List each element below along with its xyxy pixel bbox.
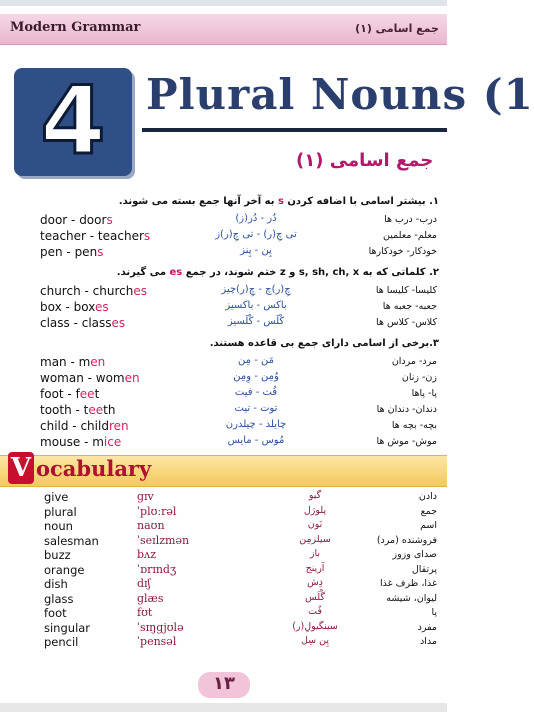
vocab-ipa: dɪʃ [137,577,151,590]
persian-meaning: موش- موش ها [376,436,437,447]
chapter-badge [14,68,132,176]
vocab-word: foot [44,606,67,620]
example-english [40,387,99,401]
example-english [40,435,121,449]
example-row [0,403,447,419]
singular-plural: foot - f [40,387,80,401]
singular-plural: tooth - t [40,403,89,417]
vocab-ipa: bʌz [137,548,157,561]
example-english [40,403,115,417]
vocab-word: glass [44,591,74,606]
example-row [0,371,447,387]
vocab-pronunciation: آرینج [305,562,325,574]
vocabulary-row [0,505,447,519]
vocabulary-row [0,519,447,533]
example-english [40,300,109,314]
vocab-pronunciation: سیلزمِن [299,533,331,545]
title-underline [142,128,447,132]
plural-suffix: ren [108,419,129,433]
rule-2 [117,267,439,278]
example-english [40,316,125,330]
persian-meaning: کلیسا- کلیسا ها [375,285,437,296]
vocab-word: give [44,490,69,504]
vocab-meaning: صدای وزوز [392,549,437,560]
plural-ending: th [103,403,116,417]
vocab-word: dish [44,577,68,591]
chapter-title-fa: جمع اسامی (۱) [296,150,434,171]
persian-meaning: بچه- بچه ها [391,420,437,431]
vocab-meaning: جمع [420,505,437,517]
pronunciation: دُر - دُر(ز) [235,213,277,224]
singular-plural: man - m [40,355,91,369]
example-row [0,435,447,451]
persian-meaning: خودکار- خودکارها [368,246,437,257]
rule-2-text: ۲. کلماتی که به s, sh, ch, x و z ختم شوند، در جمع [182,267,439,278]
pronunciation: وُمِن - وِمِن [233,371,279,382]
plural-suffix: es [111,316,126,330]
pronunciation: مُوس - مایس [227,435,285,446]
pronunciation: چِ(ر)چ - چِ(ر)چیز [221,284,291,295]
plural-suffix: s [143,229,151,243]
book-title: Modern Grammar [10,20,141,35]
vocab-meaning: فروشنده (مرد) [376,534,437,546]
rule-2-highlight: es [169,267,183,278]
example-row [0,213,447,229]
page-number: ۱۳ [213,673,235,694]
plural-ending: t [94,387,100,401]
vocab-pronunciation: فُت [308,606,322,617]
persian-meaning: دندان- دندان ها [376,404,437,415]
rule-1-text: ۱. بیشتر اسامی با اضافه کردن [283,196,439,207]
vocab-ipa: gɪv [137,490,154,503]
rule-2-text-end: می گیرند. [116,267,170,278]
vocabulary-row [0,606,447,620]
plural-suffix: s [97,245,104,259]
persian-meaning: زن- زنان [401,372,437,383]
top-border [0,0,447,6]
example-english [40,419,129,433]
vocab-word: pencil [44,635,79,649]
vocabulary-row [0,563,447,577]
vocab-pronunciation: نَون [307,519,323,530]
example-english [40,245,103,259]
singular-plural: class - class [40,316,112,330]
vocab-meaning: پا [431,607,437,618]
example-row [0,229,447,245]
pronunciation: مَن - مِن [238,355,274,366]
example-row [0,419,447,435]
bottom-border [0,703,447,712]
vocab-ipa: ˈɒrɪndʒ [137,562,177,576]
pronunciation: تی چِ(ر) - تی چِ(ر)ز [215,229,297,240]
example-row [0,316,447,332]
pronunciation: باکس - باکسیز [225,300,287,311]
vocabulary-row [0,490,447,504]
vocab-pronunciation: سینگیولِ(ر) [292,620,338,632]
plural-suffix: en [90,355,106,369]
vocab-meaning: مداد [420,636,437,647]
singular-plural: teacher - teacher [40,229,144,243]
vocabulary-title: ocabulary [36,456,152,481]
chapter-title-en: Plural Nouns (1 [146,70,534,119]
plural-suffix: ice [103,435,122,449]
rule-1-highlight: s [277,196,284,207]
persian-meaning: مرد- مردان [391,356,437,367]
vocab-pronunciation: دِش [307,577,323,588]
persian-meaning: درب- درب ها [384,214,437,225]
vocab-meaning: پرتقال [411,563,437,575]
example-row [0,245,447,261]
singular-plural: church - church [40,284,134,298]
chapter-number: 4 [40,67,106,176]
plural-suffix: s [106,213,113,227]
vocabulary-row [0,534,447,548]
persian-meaning: جعبه- جعبه ها [382,301,437,312]
plural-suffix: es [133,284,147,298]
vocab-word: orange [44,562,85,577]
vocab-word: singular [44,620,91,635]
vocab-word: buzz [44,548,71,562]
vocab-pronunciation: باز [309,548,321,559]
singular-plural: mouse - m [40,435,104,449]
vocab-meaning: غذا، ظرف غذا [380,578,437,589]
vocabulary-row [0,635,447,649]
singular-plural: box - box [40,300,95,314]
vocab-ipa: glæs [137,591,164,605]
vocab-meaning: مفرد [417,621,437,633]
vocab-meaning: اسم [420,520,437,531]
pronunciation: توت - تیت [234,403,278,414]
vocab-ipa: ˈpensəl [137,635,177,648]
example-row [0,300,447,316]
example-english [40,229,150,243]
vocab-pronunciation: گْلَس [305,591,325,603]
plural-suffix: ee [79,387,95,401]
vocabulary-v-badge: V [8,452,34,484]
persian-meaning: معلم- معلمین [383,230,437,241]
vocab-meaning: لیوان، شیشه [386,592,437,604]
example-row [0,284,447,300]
vocab-ipa: fʊt [137,606,153,619]
section-title: جمع اسامی (۱) [355,22,439,35]
vocab-pronunciation: پلورَل [303,504,327,516]
vocab-ipa: ˈsɪŋgjʊlə [137,620,184,634]
vocab-pronunciation: گیو [308,490,322,501]
plural-suffix: ee [88,403,104,417]
example-english [40,213,113,227]
singular-plural: child - child [40,419,109,433]
persian-meaning: پا- پاها [411,388,437,399]
vocabulary-row [0,592,447,606]
pronunciation: چایلد - چیلدرن [225,419,287,430]
singular-plural: pen - pen [40,245,98,259]
pronunciation: پِن - پِنز [240,245,272,256]
rule-3: ۳.برخی از اسامی دارای جمع بی قاعده هستند. [209,338,439,349]
vocab-word: plural [44,504,77,519]
pronunciation: فُت - فیت [234,387,278,398]
example-english [40,371,140,385]
plural-suffix: en [124,371,140,385]
vocabulary-row [0,621,447,635]
pronunciation: کْلَس - کْلَسیز [227,316,285,327]
rule-1-text-end: به آخر آنها جمع بسته می شوند. [118,196,278,207]
vocab-word: noun [44,519,73,533]
example-row [0,387,447,403]
singular-plural: door - door [40,213,107,227]
plural-suffix: es [94,300,109,314]
vocab-meaning: دادن [418,491,437,502]
singular-plural: woman - wom [40,371,125,385]
persian-meaning: کلاس- کلاس ها [376,317,437,328]
vocab-ipa: ˈseɪlzmən [137,533,190,547]
vocab-word: salesman [44,533,99,548]
vocab-ipa: ˈplʊːrəl [137,504,177,518]
example-english [40,355,105,369]
vocabulary-row [0,577,447,591]
example-row [0,355,447,371]
vocab-pronunciation: پِن سِل [300,635,330,646]
vocab-ipa: naʊn [137,519,165,532]
vocabulary-row [0,548,447,562]
example-english [40,284,147,298]
rule-1 [119,196,439,207]
